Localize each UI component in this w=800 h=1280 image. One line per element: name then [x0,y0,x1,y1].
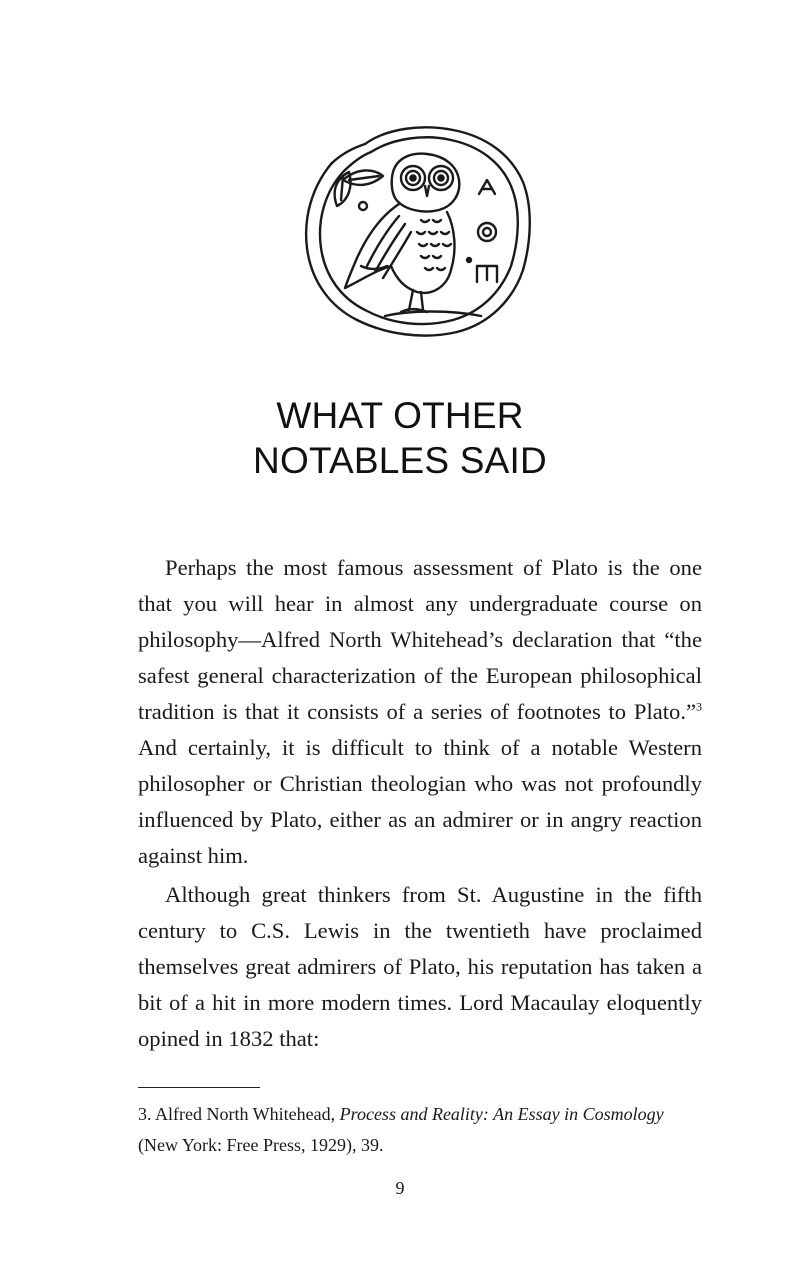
footnote-reference[interactable]: 3 [696,699,702,714]
footnote-book-title: Process and Reality: An Essay in Cosmology [339,1104,664,1124]
footnote [138,1099,704,1161]
paragraph-2: Although great thinkers from St. Augustine in the fifth century to C.S. Lewis in the twentieth have proclaimed themselves great admirers of Plato, his reputation has taken a bit of a hit in more modern times. Lord Macaulay eloquently opined in 1832 that: [138,882,702,1051]
footnote-suffix: (New York: Free Press, 1929), 39. [138,1135,384,1155]
footnote-3 [138,1099,704,1161]
chapter-title-line-1: WHAT OTHER [276,395,524,436]
body-text [138,550,702,1057]
paragraph-1-text: Perhaps the most famous assessment of Plato is the one that you will hear in almost any undergraduate course on philosophy—Alfred North Whitehead’s declaration that “the safest general characterization of the European philosophical tradition is that it consists of a series of footnotes to Plato.” [138,555,702,724]
paragraph-1-continuation: And certainly, it is difficult to think of a notable Western philosopher or Christian theologian who was not profoundly influenced by Plato, either as an admirer or in angry reaction against him. [138,735,702,868]
chapter-title [0,393,800,483]
page-number: 9 [395,1178,405,1198]
paragraph-1 [138,550,702,874]
chapter-title-line-2: NOTABLES SAID [253,440,547,481]
athenian-owl-coin-icon [301,120,533,338]
footnote-prefix: 3. Alfred North Whitehead, [138,1104,340,1124]
footnote-divider [138,1087,260,1088]
owl-coin-emblem [301,120,533,338]
